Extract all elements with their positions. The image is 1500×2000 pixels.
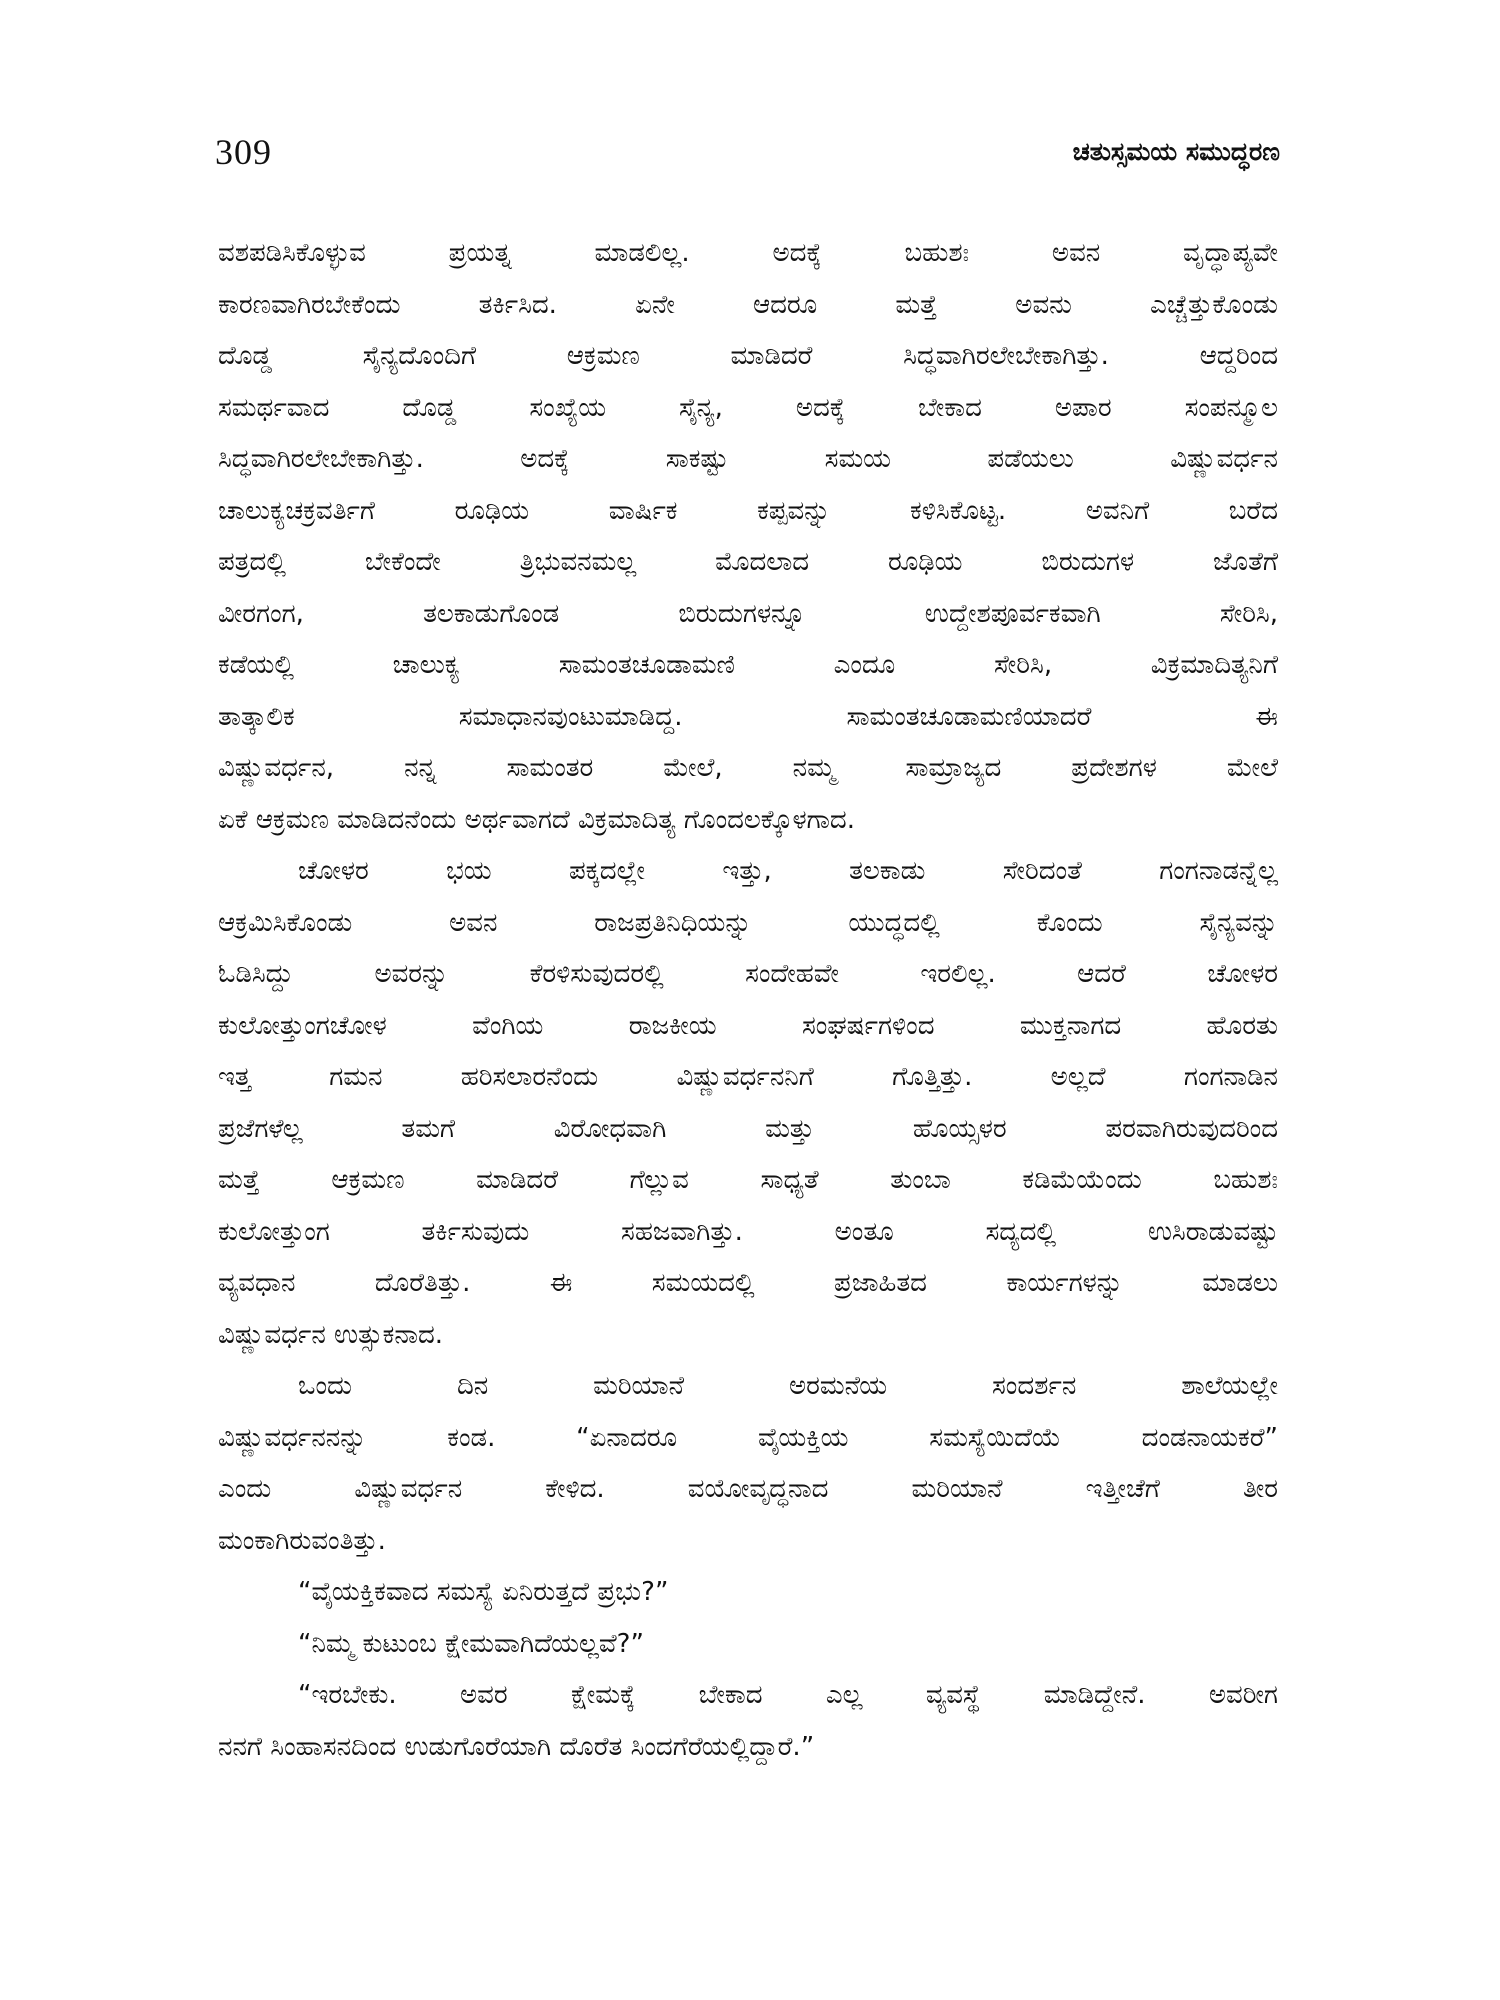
body-text xyxy=(218,228,1278,1773)
text-line: “ನಿಮ್ಮ ಕುಟುಂಬ ಕ್ಷೇಮವಾಗಿದೆಯಲ್ಲವೆ?” xyxy=(298,1628,644,1659)
text-line: ಮಂಕಾಗಿರುವಂತಿತ್ತು. xyxy=(218,1525,386,1556)
page-header xyxy=(215,127,1280,177)
text-line: ಸಮರ್ಥವಾದ ದೊಡ್ಡ ಸಂಖ್ಯೆಯ ಸೈನ್ಯ, ಅದಕ್ಕೆ ಬೇಕಾದ ಅಪಾರ ಸಂಪನ್ಮೂಲ xyxy=(218,392,1278,423)
paragraph-1 xyxy=(218,228,1278,846)
text-line: ವಿಷ್ಣುವರ್ಧನ ಉತ್ಸುಕನಾದ. xyxy=(218,1319,444,1350)
page-number: 309 xyxy=(215,132,272,172)
text-line: “ವೈಯಕ್ತಿಕವಾದ ಸಮಸ್ಯೆ ಏನಿರುತ್ತದೆ ಪ್ರಭು?” xyxy=(298,1577,669,1607)
text-line: ಪತ್ರದಲ್ಲಿ ಬೇಕೆಂದೇ ತ್ರಿಭುವನಮಲ್ಲ ಮೊದಲಾದ ರೂಢಿಯ ಬಿರುದುಗಳ ಜೊತೆಗೆ xyxy=(218,547,1278,577)
text-line: “ಇರಬೇಕು. ಅವರ ಕ್ಷೇಮಕ್ಕೆ ಬೇಕಾದ ಎಲ್ಲ ವ್ಯವಸ್ಥೆ ಮಾಡಿದ್ದೇನೆ. ಅವರೀಗ xyxy=(298,1680,1278,1710)
text-line: ಕಾರಣವಾಗಿರಬೇಕೆಂದು ತರ್ಕಿಸಿದ. ಏನೇ ಆದರೂ ಮತ್ತೆ ಅವನು ಎಚ್ಚೆತ್ತುಕೊಂಡು xyxy=(218,289,1278,320)
text-line: ಆಕ್ರಮಿಸಿಕೊಂಡು ಅವನ ರಾಜಪ್ರತಿನಿಧಿಯನ್ನು ಯುದ್ಧದಲ್ಲಿ ಕೊಂದು ಸೈನ್ಯವನ್ನು xyxy=(218,907,1278,938)
text-line: ಮತ್ತೆ ಆಕ್ರಮಣ ಮಾಡಿದರೆ ಗೆಲ್ಲುವ ಸಾಧ್ಯತೆ ತುಂಬಾ ಕಡಿಮೆಯೆಂದು ಬಹುಶಃ xyxy=(218,1165,1278,1195)
text-line: ದೊಡ್ಡ ಸೈನ್ಯದೊಂದಿಗೆ ಆಕ್ರಮಣ ಮಾಡಿದರೆ ಸಿದ್ಧವಾಗಿರಲೇಬೇಕಾಗಿತ್ತು. ಆದ್ದರಿಂದ xyxy=(218,341,1278,371)
text-line: ವಿಷ್ಣುವರ್ಧನ, ನನ್ನ ಸಾಮಂತರ ಮೇಲೆ, ನಮ್ಮ ಸಾಮ್ರಾಜ್ಯದ ಪ್ರದೇಶಗಳ ಮೇಲೆ xyxy=(218,753,1278,783)
text-line: ಕುಲೋತ್ತುಂಗಚೋಳ ವೆಂಗಿಯ ರಾಜಕೀಯ ಸಂಘರ್ಷಗಳಿಂದ ಮುಕ್ತನಾಗದ ಹೊರತು xyxy=(218,1010,1278,1041)
text-line: ವ್ಯವಧಾನ ದೊರೆತಿತ್ತು. ಈ ಸಮಯದಲ್ಲಿ ಪ್ರಜಾಹಿತದ ಕಾರ್ಯಗಳನ್ನು ಮಾಡಲು xyxy=(218,1268,1278,1298)
text-line: ಕಡೆಯಲ್ಲಿ ಚಾಲುಕ್ಯ ಸಾಮಂತಚೂಡಾಮಣಿ ಎಂದೂ ಸೇರಿಸಿ, ವಿಕ್ರಮಾದಿತ್ಯನಿಗೆ xyxy=(218,650,1278,680)
paragraph-2 xyxy=(218,846,1278,1361)
text-line: ವಿಷ್ಣುವರ್ಧನನನ್ನು ಕಂಡ. “ಏನಾದರೂ ವೈಯಕ್ತಿಯ ಸಮಸ್ಯೆಯಿದೆಯೆ ದಂಡನಾಯಕರೆ” xyxy=(218,1422,1278,1453)
text-line: ವಶಪಡಿಸಿಕೊಳ್ಳುವ ಪ್ರಯತ್ನ ಮಾಡಲಿಲ್ಲ. ಅದಕ್ಕೆ ಬಹುಶಃ ಅವನ ವೃದ್ಧಾಪ್ಯವೇ xyxy=(218,238,1278,268)
dialogue-paragraph-3 xyxy=(218,1670,1278,1773)
text-line: ಸಿದ್ಧವಾಗಿರಲೇಬೇಕಾಗಿತ್ತು. ಅದಕ್ಕೆ ಸಾಕಷ್ಟು ಸಮಯ ಪಡೆಯಲು ವಿಷ್ಣುವರ್ಧನ xyxy=(218,444,1278,474)
paragraph-3 xyxy=(218,1361,1278,1567)
text-line: ಏಕೆ ಆಕ್ರಮಣ ಮಾಡಿದನೆಂದು ಅರ್ಥವಾಗದೆ ವಿಕ್ರಮಾದಿತ್ಯ ಗೊಂದಲಕ್ಕೊಳಗಾದ. xyxy=(218,804,855,835)
text-line: ಚೋಳರ ಭಯ ಪಕ್ಕದಲ್ಲೇ ಇತ್ತು, ತಲಕಾಡು ಸೇರಿದಂತೆ ಗಂಗನಾಡನ್ನೆಲ್ಲ xyxy=(298,856,1278,886)
text-line: ನನಗೆ ಸಿಂಹಾಸನದಿಂದ ಉಡುಗೊರೆಯಾಗಿ ದೊರೆತ ಸಿಂದಗೆರೆಯಲ್ಲಿದ್ದಾರೆ.” xyxy=(218,1731,815,1762)
running-title: ಚತುಸ್ಸಮಯ ಸಮುದ್ಧರಣ xyxy=(1072,137,1280,166)
dialogue-line-1 xyxy=(218,1567,1278,1619)
text-line: ಕುಲೋತ್ತುಂಗ ತರ್ಕಿಸುವುದು ಸಹಜವಾಗಿತ್ತು. ಅಂತೂ ಸದ್ಯದಲ್ಲಿ ಉಸಿರಾಡುವಷ್ಟು xyxy=(218,1216,1278,1247)
text-line: ಪ್ರಜೆಗಳೆಲ್ಲ ತಮಗೆ ವಿರೋಧವಾಗಿ ಮತ್ತು ಹೊಯ್ಸಳರ ಪರವಾಗಿರುವುದರಿಂದ xyxy=(218,1113,1278,1144)
text-line: ಎಂದು ವಿಷ್ಣುವರ್ಧನ ಕೇಳಿದ. ವಯೋವೃದ್ಧನಾದ ಮರಿಯಾನೆ ಇತ್ತೀಚೆಗೆ ತೀರ xyxy=(218,1474,1278,1504)
dialogue-line-2 xyxy=(218,1619,1278,1671)
text-line: ತಾತ್ಕಾಲಿಕ ಸಮಾಧಾನವುಂಟುಮಾಡಿದ್ದ. ಸಾಮಂತಚೂಡಾಮಣಿಯಾದರೆ ಈ xyxy=(218,701,1278,732)
text-line: ಒಂದು ದಿನ ಮರಿಯಾನೆ ಅರಮನೆಯ ಸಂದರ್ಶನ ಶಾಲೆಯಲ್ಲೇ xyxy=(298,1371,1278,1401)
text-line: ಓಡಿಸಿದ್ದು ಅವರನ್ನು ಕೆರಳಿಸುವುದರಲ್ಲಿ ಸಂದೇಹವೇ ಇರಲಿಲ್ಲ. ಆದರೆ ಚೋಳರ xyxy=(218,959,1278,989)
text-line: ಇತ್ತ ಗಮನ ಹರಿಸಲಾರನೆಂದು ವಿಷ್ಣುವರ್ಧನನಿಗೆ ಗೊತ್ತಿತ್ತು. ಅಲ್ಲದೆ ಗಂಗನಾಡಿನ xyxy=(218,1062,1278,1092)
text-line: ವೀರಗಂಗ, ತಲಕಾಡುಗೊಂಡ ಬಿರುದುಗಳನ್ನೂ ಉದ್ದೇಶಪೂರ್ವಕವಾಗಿ ಸೇರಿಸಿ, xyxy=(218,598,1278,629)
text-line: ಚಾಲುಕ್ಯಚಕ್ರವರ್ತಿಗೆ ರೂಢಿಯ ವಾರ್ಷಿಕ ಕಪ್ಪವನ್ನು ಕಳಿಸಿಕೊಟ್ಟ. ಅವನಿಗೆ ಬರೆದ xyxy=(218,495,1278,526)
